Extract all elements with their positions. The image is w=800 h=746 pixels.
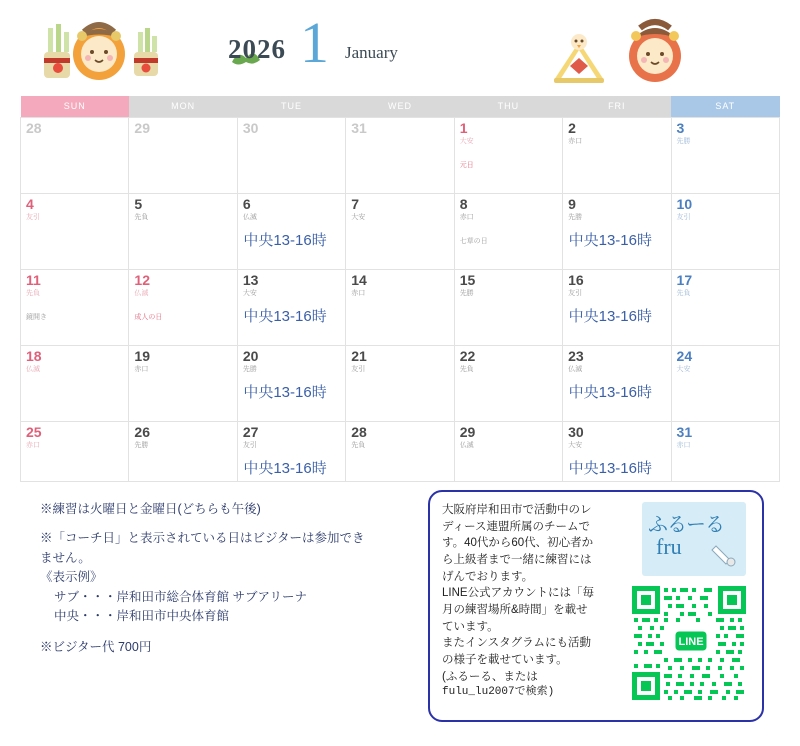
day-number: 20	[242, 348, 259, 364]
note-line-6: 中央・・・岸和田市中央体育館	[54, 608, 230, 623]
day-number: 24	[676, 348, 693, 364]
rokuyo-label: 大安	[568, 442, 583, 449]
calendar-day-cell[interactable]	[454, 118, 562, 194]
calendar-day-cell[interactable]	[346, 194, 454, 270]
dow-tue: TUE	[237, 96, 345, 118]
practice-notes	[40, 500, 430, 658]
rokuyo-label: 先勝	[676, 138, 691, 145]
day-number: 7	[351, 196, 360, 212]
note-line-2: ※「コーチ日」と表示されている日はビジターは参加でき	[40, 531, 365, 546]
day-number: 21	[351, 348, 367, 364]
day-number: 27	[242, 424, 259, 440]
day-number: 31	[676, 424, 693, 440]
day-number: 17	[676, 272, 693, 288]
note-line-1: ※練習は火曜日と金曜日(どちらも午後)	[40, 502, 261, 516]
dow-sat: SAT	[671, 96, 779, 118]
calendar-day-cell[interactable]	[454, 422, 562, 482]
day-number: 12	[134, 272, 150, 288]
rokuyo-label: 友引	[351, 366, 366, 373]
day-number: 18	[26, 348, 42, 364]
desc-line-2: ディース連盟所属のチームで	[442, 520, 591, 533]
day-note: 七草の日	[459, 238, 488, 245]
day-number: 30	[242, 120, 259, 136]
club-description	[442, 502, 617, 701]
dow-wed: WED	[346, 96, 454, 118]
calendar-day-cell[interactable]	[129, 346, 237, 422]
calendar-week-row	[21, 346, 780, 422]
day-number: 22	[459, 348, 476, 364]
desc-line-3: す。40代から60代、初心者か	[442, 537, 594, 550]
calendar-month-number: 1	[300, 10, 329, 75]
calendar-day-cell[interactable]	[21, 194, 129, 270]
calendar-event-label: 中央13-16時	[243, 307, 327, 325]
calendar-day-cell[interactable]	[671, 118, 779, 194]
day-note: 鏡開き	[26, 314, 47, 321]
desc-line-4: ら上級者まで一緒に練習には	[442, 554, 592, 567]
chick-icon	[546, 28, 612, 90]
calendar-week-row	[21, 194, 780, 270]
horse-doll-icon	[616, 12, 694, 90]
calendar-header	[0, 0, 800, 96]
calendar-year: 2026	[228, 33, 286, 64]
calendar-day-cell[interactable]	[21, 346, 129, 422]
calendar-week-row	[21, 270, 780, 346]
calendar-event-label: 中央13-16時	[243, 383, 327, 401]
rokuyo-label: 大安	[676, 366, 691, 373]
rokuyo-label: 赤口	[134, 366, 149, 373]
calendar-day-cell[interactable]	[454, 194, 562, 270]
calendar-day-cell[interactable]	[21, 118, 129, 194]
note-line-5: サブ・・・岸和田市総合体育館 サブアリーナ	[54, 589, 307, 604]
day-number: 29	[134, 120, 150, 136]
day-number: 4	[26, 196, 34, 212]
rokuyo-label: 友引	[26, 214, 40, 221]
calendar-event-label: 中央13-16時	[568, 307, 652, 325]
day-number: 26	[134, 424, 150, 440]
day-number: 11	[26, 272, 41, 288]
note-line-3: ません。	[40, 550, 91, 565]
desc-line-6: LINE公式アカウントには「毎	[442, 587, 594, 600]
calendar-week-row	[21, 118, 780, 194]
club-logo-line2: fru	[656, 534, 682, 559]
day-note: 成人の日	[134, 314, 163, 321]
desc-line-10: の様子を載せています。	[442, 654, 568, 667]
day-number: 25	[26, 424, 42, 440]
rokuyo-label: 先負	[26, 290, 40, 297]
svg-text:LINE: LINE	[678, 636, 704, 648]
day-number: 15	[459, 272, 476, 288]
rokuyo-label: 仏滅	[242, 214, 257, 221]
rokuyo-label: 友引	[676, 214, 691, 221]
day-number: 31	[351, 120, 367, 136]
day-number: 29	[459, 424, 476, 440]
rokuyo-label: 大安	[242, 290, 257, 297]
club-info-box	[428, 490, 764, 722]
desc-line-7: 月の練習場所&時間」を載せ	[442, 604, 588, 617]
day-number: 19	[134, 348, 150, 364]
calendar-day-cell[interactable]	[671, 346, 779, 422]
calendar-grid	[20, 96, 780, 482]
day-number: 28	[351, 424, 367, 440]
calendar-day-cell[interactable]	[21, 422, 129, 482]
rokuyo-label: 赤口	[676, 442, 691, 449]
calendar-day-cell[interactable]	[346, 422, 454, 482]
calendar-event-label: 中央13-16時	[568, 231, 652, 249]
calendar-day-cell[interactable]	[129, 422, 237, 482]
shuttlecock-icon	[710, 542, 736, 568]
rokuyo-label: 先負	[134, 214, 149, 221]
calendar-dow-row	[21, 96, 780, 118]
calendar-day-cell[interactable]	[454, 270, 562, 346]
day-number: 30	[568, 424, 584, 440]
calendar-week-row	[21, 422, 780, 482]
calendar-day-cell[interactable]	[346, 346, 454, 422]
rokuyo-label: 仏滅	[459, 442, 474, 449]
desc-line-1: 大阪府岸和田市で活動中のレ	[442, 504, 592, 516]
calendar-day-cell[interactable]	[237, 118, 345, 194]
desc-line-5: げんでおります。	[442, 570, 534, 583]
dow-thu: THU	[454, 96, 562, 118]
calendar-day-cell[interactable]	[671, 422, 779, 482]
club-logo-line1: ふるーる	[648, 514, 724, 536]
rokuyo-label: 仏滅	[134, 290, 149, 297]
rokuyo-label: 先勝	[568, 214, 583, 221]
day-number: 1	[459, 120, 468, 136]
rokuyo-label: 友引	[568, 290, 583, 297]
kadomatsu-icon	[122, 26, 170, 82]
rokuyo-label: 赤口	[459, 214, 474, 221]
desc-line-9: またインスタグラムにも活動	[442, 637, 592, 650]
line-qr-code[interactable]	[630, 584, 748, 702]
day-number: 5	[134, 196, 143, 212]
calendar-event-label: 中央13-16時	[568, 459, 652, 477]
day-number: 13	[242, 272, 259, 288]
day-number: 16	[568, 272, 584, 288]
dow-mon: MON	[129, 96, 237, 118]
calendar-event-label: 中央13-16時	[243, 459, 327, 477]
calendar-event-label: 中央13-16時	[568, 383, 652, 401]
calendar-day-cell[interactable]	[563, 118, 671, 194]
rokuyo-label: 先負	[676, 290, 691, 297]
rokuyo-label: 大安	[351, 214, 366, 221]
calendar-day-cell[interactable]	[671, 270, 779, 346]
calendar-day-cell[interactable]	[671, 194, 779, 270]
calendar-day-cell[interactable]	[129, 194, 237, 270]
note-line-7: ※ビジター代 700円	[40, 640, 152, 655]
rokuyo-label: 先勝	[459, 290, 474, 297]
rokuyo-label: 先負	[351, 442, 366, 449]
rokuyo-label: 赤口	[568, 138, 583, 145]
day-number: 10	[676, 196, 693, 212]
rokuyo-label: 先勝	[242, 366, 257, 373]
day-number: 28	[26, 120, 42, 136]
calendar-day-cell[interactable]	[346, 270, 454, 346]
desc-line-8: ています。	[442, 620, 499, 633]
dow-sun: SUN	[21, 96, 129, 118]
calendar-title	[228, 10, 398, 76]
calendar-day-cell[interactable]	[129, 118, 237, 194]
rokuyo-label: 友引	[242, 442, 257, 449]
desc-line-12: fulu_lu2007で検索)	[442, 686, 555, 699]
rokuyo-label: 赤口	[351, 290, 366, 297]
rokuyo-label: 仏滅	[26, 366, 40, 373]
day-number: 8	[459, 196, 468, 212]
calendar-event-label: 中央13-16時	[243, 231, 327, 249]
dow-fri: FRI	[563, 96, 671, 118]
note-line-4: 《表示例》	[40, 570, 103, 585]
day-number: 23	[568, 348, 584, 364]
rokuyo-label: 大安	[459, 138, 474, 145]
rokuyo-label: 仏滅	[568, 366, 583, 373]
rokuyo-label: 先勝	[134, 442, 149, 449]
day-note: 元日	[459, 162, 474, 169]
rokuyo-label: 先負	[459, 366, 474, 373]
day-number: 2	[568, 120, 576, 136]
club-logo	[642, 502, 746, 576]
day-number: 3	[676, 120, 685, 136]
day-number: 14	[351, 272, 367, 288]
rokuyo-label: 赤口	[26, 442, 40, 449]
day-number: 9	[568, 196, 576, 212]
calendar-day-cell[interactable]	[129, 270, 237, 346]
desc-line-11: (ふるーる、または	[442, 670, 538, 683]
calendar-day-cell[interactable]	[346, 118, 454, 194]
calendar-month-name: January	[345, 43, 398, 62]
day-number: 6	[242, 196, 251, 212]
calendar-day-cell[interactable]	[21, 270, 129, 346]
calendar-day-cell[interactable]	[454, 346, 562, 422]
